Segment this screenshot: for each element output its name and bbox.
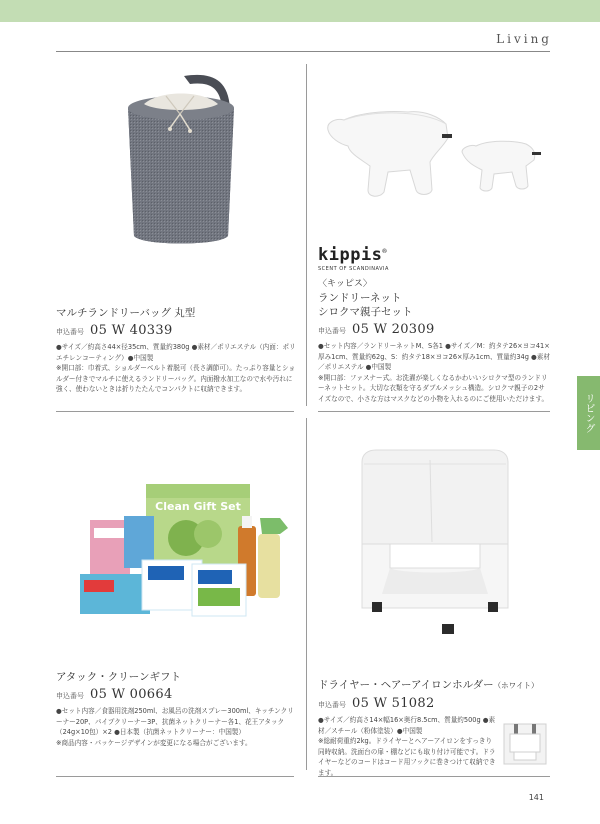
product-name: アタック・クリーンギフト — [56, 671, 182, 683]
page-number: 141 — [528, 793, 544, 802]
order-number: 05 W 51082 — [352, 696, 435, 711]
product-description — [56, 342, 296, 395]
product-description — [318, 341, 550, 404]
column-divider-top — [306, 64, 307, 406]
product-description — [318, 715, 498, 778]
column-divider-bottom — [306, 418, 307, 770]
note-text: ※商品内容・パッケージデザインが変更になる場合がございます。 — [56, 738, 252, 747]
product-card-laundry-bag[interactable] — [56, 306, 296, 395]
order-number-label: 申込番号 — [318, 701, 346, 709]
bottom-rule-left — [56, 776, 294, 777]
order-number: 05 W 00664 — [90, 687, 173, 702]
order-number-label: 申込番号 — [56, 328, 84, 336]
laundry-bag-image — [110, 68, 250, 258]
order-number-label: 申込番号 — [318, 327, 346, 335]
brand-logo — [318, 245, 389, 272]
row-divider-right — [318, 411, 550, 412]
product-description — [56, 706, 296, 748]
order-number-label: 申込番号 — [56, 692, 84, 700]
brand-tagline: SCENT OF SCANDINAVIA — [318, 266, 389, 272]
product-name-line1: ランドリーネット — [318, 292, 402, 304]
order-number: 05 W 40339 — [90, 323, 173, 338]
spec-text: ●サイズ／約高さ44×径35cm、質量約380g ●素材／ポリエステル（内面：ポリエチレンコーティング）●中国製 — [56, 343, 296, 362]
clean-gift-set-image — [76, 478, 298, 638]
product-card-dryer-holder[interactable] — [318, 678, 550, 778]
product-name-line2: シロクマ親子セット — [318, 306, 413, 318]
category-side-tab[interactable]: リビング — [577, 376, 600, 450]
note-text: ※開口部：巾着式、ショルダーベルト着脱可（長さ調節可）。たっぷり容量とショルダー付きでマルチに使えるランドリーバッグ。内面撥水加工なので水や汚れに強く、使わないときは折りたたんでコンパクトに収納できます。 — [56, 364, 296, 393]
spec-text: ●セット内容／ランドリーネットM、S各1 ●サイズ／M：約タテ26×ヨコ41×厚み1cm、質量約62g、S：約タテ18×ヨコ26×厚み1cm、質量約34g ●素材／ポリエステル ●中国製 — [318, 342, 550, 371]
product-name: マルチランドリーバッグ 丸型 — [56, 307, 196, 319]
section-title: Living — [496, 32, 552, 46]
brand-name: kippis® — [318, 245, 388, 265]
product-name: ドライヤー・ヘアーアイロンホルダー（ホワイト） — [318, 679, 539, 691]
top-color-bar — [0, 0, 600, 22]
header-rule — [56, 51, 550, 52]
note-text: ※開口部：ファスナー式。お洗濯が楽しくなるかわいいシロクマ型のランドリーネットセット。大切な衣類を守るダブルメッシュ構造。シロクマ親子の2サイズなので、小さな方はマスクなどの小物を入れるのにご使用いただけます。 — [318, 373, 549, 403]
dryer-holder-image — [350, 448, 520, 638]
polar-bear-net-image — [322, 104, 550, 204]
spec-text: ●サイズ／約高さ14×幅16×奥行8.5cm、質量約500g ●素材／スチール（粉体塗装）●中国製 — [318, 716, 496, 735]
brand-kana: 〈キッピス〉 — [318, 279, 372, 289]
product-color: （ホワイト） — [493, 681, 539, 690]
spec-text: ●セット内容／食器用洗剤250ml、お風呂の洗剤スプレー300ml、キッチンクリーナー20P、パイプクリーナー3P、抗菌ネットクリーナー各1、花王アタック（24g×10包）×2 ●日本製（抗菌ネットクリーナー：中国製） — [56, 707, 294, 736]
row-divider-left — [56, 411, 294, 412]
product-card-polar-bear-net[interactable] — [318, 277, 550, 404]
note-text: ※総耐荷重約2kg。ドライヤーとヘアーアイロンをすっきり同時収納。洗面台の扉・棚などにも取り付け可能です。ドライヤーなどのコードはコード用フックに巻きつけて収納できます。 — [318, 737, 496, 777]
gift-box-label: Clean Gift Set — [155, 500, 241, 513]
product-card-clean-gift[interactable] — [56, 670, 296, 748]
order-number: 05 W 20309 — [352, 322, 435, 337]
